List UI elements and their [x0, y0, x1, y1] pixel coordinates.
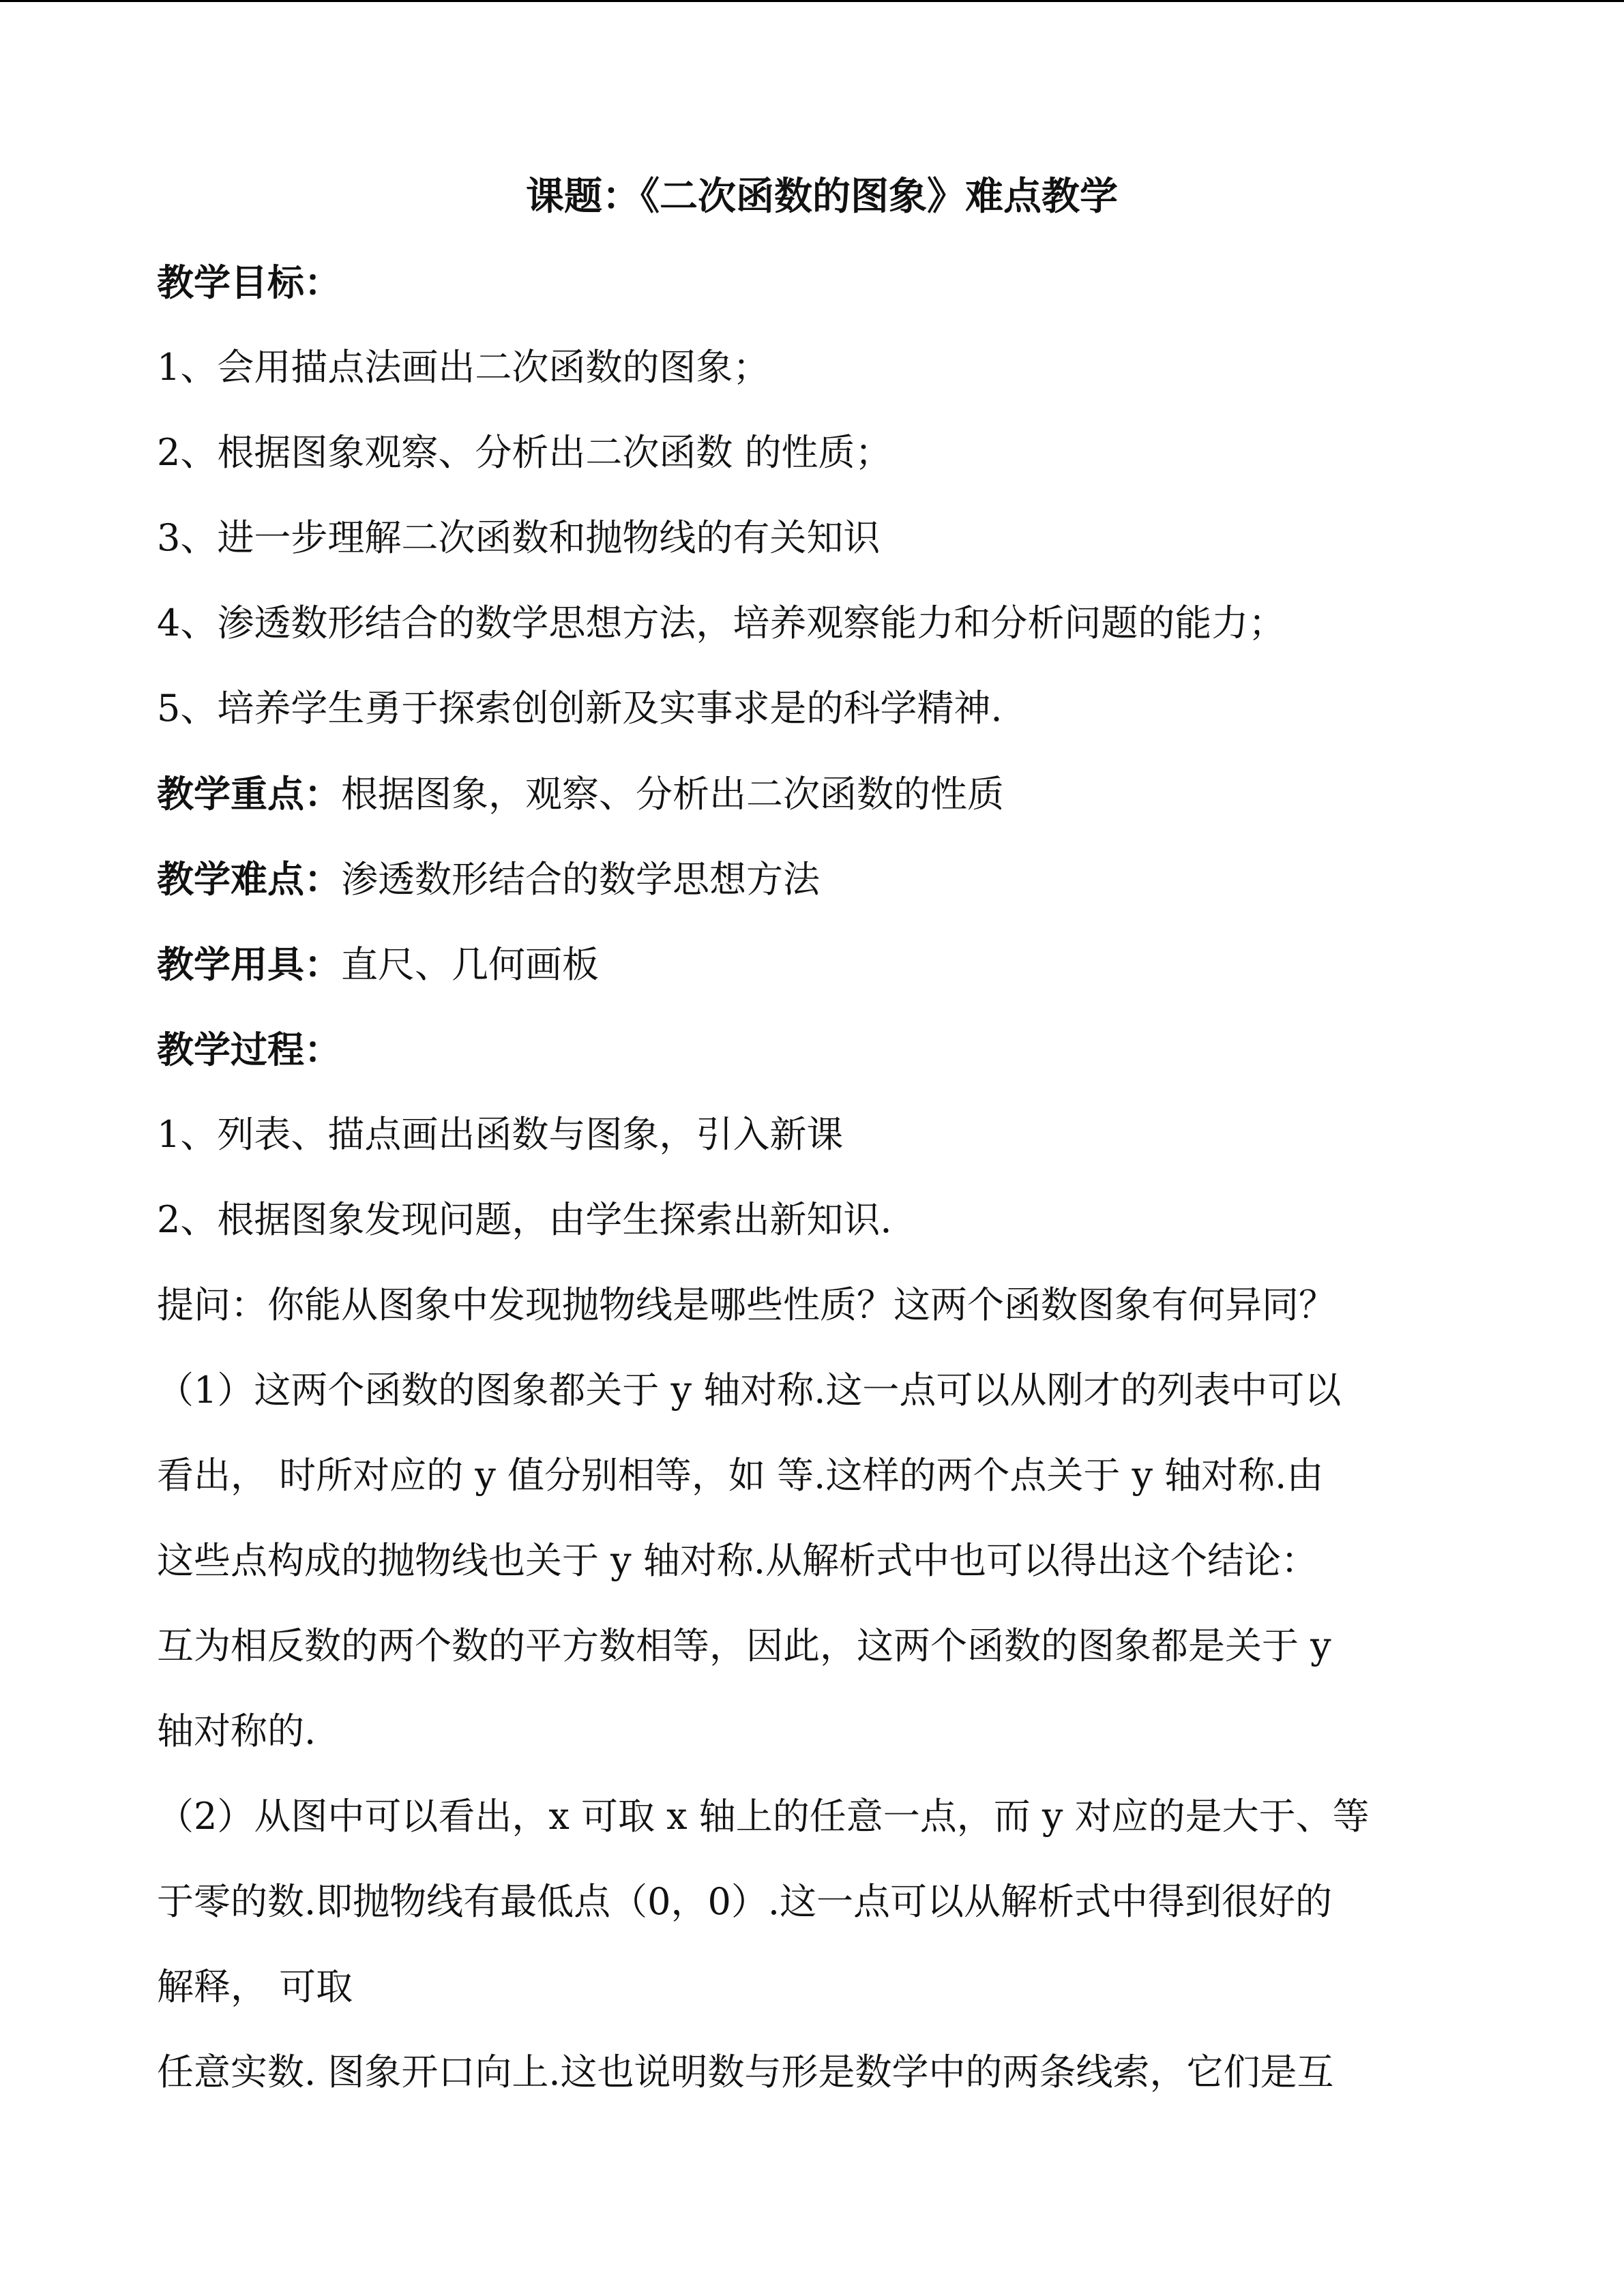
body-line: 解释， 可取: [157, 1965, 353, 2008]
document-title: 课题：《二次函数的图象》难点教学: [526, 174, 1118, 219]
body-line: 任意实数. 图象开口向上.这也说明数与形是数学中的两条线索，它们是互: [157, 2051, 1334, 2093]
tools-text: 直尺、几何画板: [341, 943, 599, 986]
goal-item: 3、进一步理解二次函数和抛物线的有关知识: [157, 516, 881, 559]
body-line: （1）这两个函数的图象都关于 y 轴对称.这一点可以从刚才的列表中可以: [157, 1369, 1342, 1412]
key-point: [157, 772, 1004, 816]
body-line: （2）从图中可以看出，x 可取 x 轴上的任意一点，而 y 对应的是大于、等: [157, 1795, 1370, 1838]
process-heading: 教学过程：: [157, 1028, 341, 1071]
process-item: 2、根据图象发现问题，由学生探索出新知识.: [157, 1198, 892, 1241]
goal-item: 1、会用描点法画出二次函数的图象；: [157, 346, 770, 389]
body-line: 这些点构成的抛物线也关于 y 轴对称.从解析式中也可以得出这个结论：: [157, 1539, 1318, 1582]
tools-label: 教学用具：: [157, 942, 341, 986]
body-line: 于零的数.即抛物线有最低点（0，0）.这一点可以从解析式中得到很好的: [157, 1880, 1333, 1923]
body-line: 看出， 时所对应的 y 值分别相等，如 等.这样的两个点关于 y 轴对称.由: [157, 1454, 1324, 1497]
goals-heading: 教学目标：: [157, 260, 341, 304]
body-line: 互为相反数的两个数的平方数相等，因此，这两个函数的图象都是关于 y: [157, 1624, 1331, 1667]
key-point-label: 教学重点：: [157, 772, 341, 816]
difficulty-text: 渗透数形结合的数学思想方法: [341, 858, 820, 901]
process-item: 1、列表、描点画出函数与图象，引入新课: [157, 1113, 844, 1156]
difficulty: [157, 857, 820, 901]
body-line: 提问：你能从图象中发现抛物线是哪些性质？这两个函数图象有何异同？: [157, 1283, 1335, 1326]
goal-item: 4、渗透数形结合的数学思想方法，培养观察能力和分析问题的能力；: [157, 601, 1286, 644]
difficulty-label: 教学难点：: [157, 857, 341, 901]
tools: [157, 942, 599, 987]
goal-item: 2、根据图象观察、分析出二次函数 的性质；: [157, 431, 892, 474]
page-top-border: [0, 0, 1624, 2]
goal-item: 5、培养学生勇于探索创创新及实事求是的科学精神.: [157, 687, 1003, 730]
key-point-text: 根据图象，观察、分析出二次函数的性质: [341, 773, 1004, 816]
body-line: 轴对称的.: [157, 1710, 316, 1753]
